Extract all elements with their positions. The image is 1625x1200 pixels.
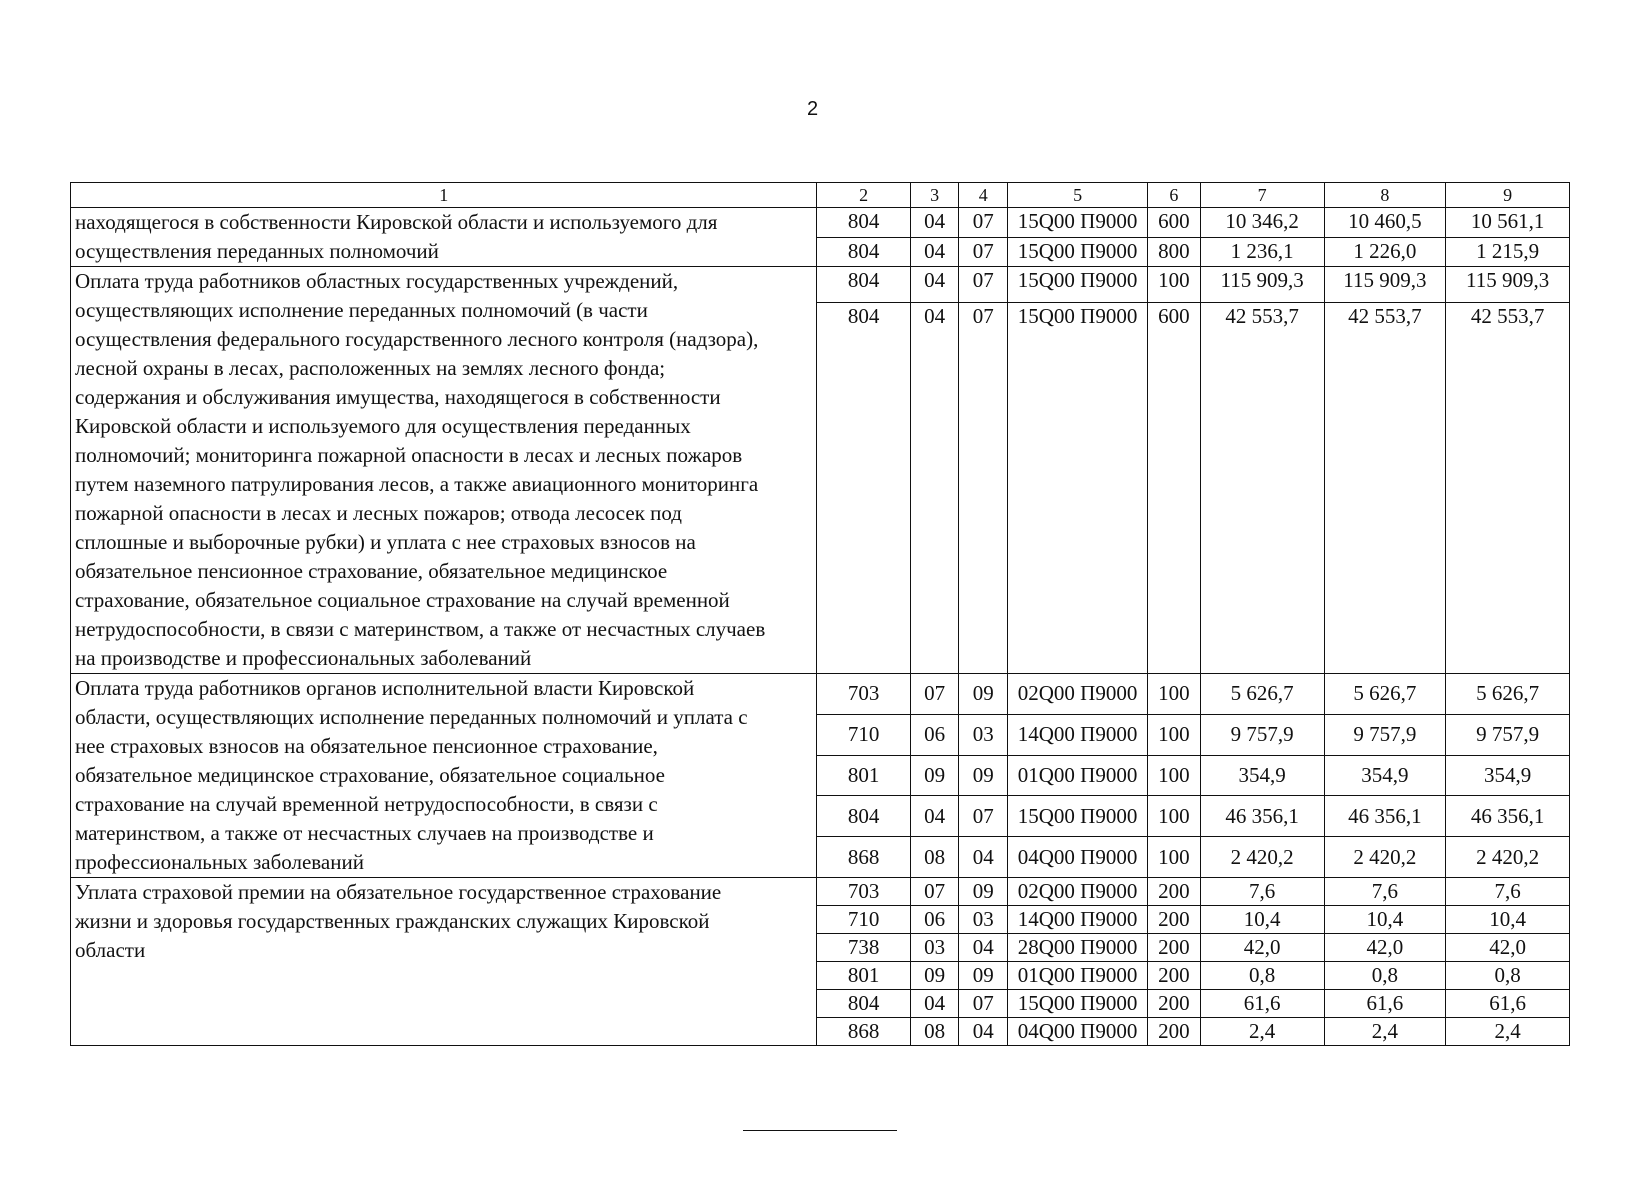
section-cell: 07 [910,878,959,906]
table-body [71,208,1570,1046]
amount-col7-cell: 5 626,7 [1200,674,1324,715]
expense-type-cell: 100 [1148,796,1201,837]
code-cell: 710 [817,714,910,755]
footer-rule [743,1130,897,1131]
amount-col8-cell: 10 460,5 [1324,208,1446,238]
description-line: обязательное медицинское страхование, обязательное социальное [75,763,665,787]
amount-col9-cell: 115 909,3 [1446,267,1570,303]
header-cell: 9 [1446,183,1570,208]
section-cell: 04 [910,796,959,837]
page-number: 2 [806,98,819,120]
amount-col7-cell: 1 236,1 [1200,237,1324,267]
table-row [71,208,1570,238]
subsection-cell: 09 [959,962,1008,990]
description-line: Оплата труда работников областных государственных учреждений, [75,269,679,293]
description-line: Оплата труда работников органов исполнительной власти Кировской [75,676,695,700]
description-cell [71,878,817,1046]
code-cell: 804 [817,267,910,303]
description-line: обязательное пенсионное страхование, обязательное медицинское [75,559,668,583]
amount-col8-cell: 2 420,2 [1324,837,1446,878]
amount-col7-cell: 115 909,3 [1200,267,1324,303]
section-cell: 04 [910,990,959,1018]
section-cell: 04 [910,267,959,303]
amount-col7-cell: 9 757,9 [1200,714,1324,755]
expense-type-cell: 200 [1148,1018,1201,1046]
expense-type-cell: 100 [1148,714,1201,755]
subsection-cell: 09 [959,878,1008,906]
description-line: Уплата страховой премии на обязательное государственное страхование [75,880,722,904]
description-line: профессиональных заболеваний [75,850,364,874]
table-row [71,267,1570,303]
section-cell: 06 [910,714,959,755]
code-cell: 868 [817,837,910,878]
amount-col9-cell: 46 356,1 [1446,796,1570,837]
target-article-cell: 04Q00 П9000 [1008,837,1148,878]
description-line: нее страховых взносов на обязательное пенсионное страхование, [75,734,658,758]
amount-col9-cell: 10 561,1 [1446,208,1570,238]
code-cell: 868 [817,1018,910,1046]
header-cell: 6 [1148,183,1201,208]
header-cell: 4 [959,183,1008,208]
target-article-cell: 14Q00 П9000 [1008,714,1148,755]
amount-col9-cell: 5 626,7 [1446,674,1570,715]
amount-col7-cell: 42,0 [1200,934,1324,962]
amount-col8-cell: 115 909,3 [1324,267,1446,303]
target-article-cell: 01Q00 П9000 [1008,962,1148,990]
description-line: области [75,938,146,962]
subsection-cell: 03 [959,906,1008,934]
header-row [71,183,1570,208]
amount-col8-cell: 46 356,1 [1324,796,1446,837]
amount-col9-cell: 42 553,7 [1446,303,1570,674]
section-cell: 08 [910,1018,959,1046]
amount-col8-cell: 42 553,7 [1324,303,1446,674]
description-line: пожарной опасности в лесах и лесных пожаров; отвода лесосек под [75,501,682,525]
expense-type-cell: 600 [1148,208,1201,238]
section-cell: 03 [910,934,959,962]
amount-col7-cell: 42 553,7 [1200,303,1324,674]
subsection-cell: 04 [959,934,1008,962]
amount-col8-cell: 354,9 [1324,755,1446,796]
amount-col9-cell: 7,6 [1446,878,1570,906]
amount-col7-cell: 10 346,2 [1200,208,1324,238]
subsection-cell: 03 [959,714,1008,755]
description-line: путем наземного патрулирования лесов, а также авиационного мониторинга [75,472,759,496]
description-line: материнством, а также от несчастных случаев на производстве и [75,821,654,845]
subsection-cell: 07 [959,303,1008,674]
subsection-cell: 04 [959,1018,1008,1046]
section-cell: 04 [910,303,959,674]
section-cell: 09 [910,962,959,990]
target-article-cell: 15Q00 П9000 [1008,267,1148,303]
description-line: осуществляющих исполнение переданных полномочий (в части [75,298,648,322]
header-cell: 7 [1200,183,1324,208]
expense-type-cell: 800 [1148,237,1201,267]
section-cell: 06 [910,906,959,934]
amount-col9-cell: 1 215,9 [1446,237,1570,267]
amount-col8-cell: 10,4 [1324,906,1446,934]
code-cell: 703 [817,674,910,715]
section-cell: 08 [910,837,959,878]
expense-type-cell: 200 [1148,878,1201,906]
subsection-cell: 07 [959,237,1008,267]
code-cell: 804 [817,303,910,674]
amount-col7-cell: 2,4 [1200,1018,1324,1046]
code-cell: 804 [817,990,910,1018]
description-line: жизни и здоровья государственных гражданских служащих Кировской [75,909,710,933]
description-line: нетрудоспособности, в связи с материнством, а также от несчастных случаев [75,617,766,641]
subsection-cell: 07 [959,796,1008,837]
code-cell: 804 [817,208,910,238]
subsection-cell: 07 [959,208,1008,238]
amount-col7-cell: 61,6 [1200,990,1324,1018]
target-article-cell: 15Q00 П9000 [1008,237,1148,267]
expense-type-cell: 100 [1148,755,1201,796]
section-cell: 04 [910,208,959,238]
amount-col9-cell: 0,8 [1446,962,1570,990]
section-cell: 04 [910,237,959,267]
expense-type-cell: 100 [1148,267,1201,303]
section-cell: 09 [910,755,959,796]
target-article-cell: 02Q00 П9000 [1008,674,1148,715]
amount-col9-cell: 2 420,2 [1446,837,1570,878]
description-line: сплошные и выборочные рубки) и уплата с нее страховых взносов на [75,530,696,554]
amount-col7-cell: 354,9 [1200,755,1324,796]
amount-col9-cell: 42,0 [1446,934,1570,962]
section-cell: 07 [910,674,959,715]
amount-col9-cell: 354,9 [1446,755,1570,796]
code-cell: 804 [817,237,910,267]
description-cell [71,267,817,674]
description-cell [71,674,817,878]
description-line: страхование, обязательное социальное страхование на случай временной [75,588,730,612]
target-article-cell: 28Q00 П9000 [1008,934,1148,962]
table-row [71,674,1570,715]
amount-col8-cell: 9 757,9 [1324,714,1446,755]
code-cell: 710 [817,906,910,934]
code-cell: 801 [817,962,910,990]
target-article-cell: 04Q00 П9000 [1008,1018,1148,1046]
amount-col9-cell: 61,6 [1446,990,1570,1018]
description-line: полномочий; мониторинга пожарной опасности в лесах и лесных пожаров [75,443,743,467]
target-article-cell: 15Q00 П9000 [1008,303,1148,674]
expense-type-cell: 200 [1148,990,1201,1018]
amount-col7-cell: 10,4 [1200,906,1324,934]
amount-col8-cell: 2,4 [1324,1018,1446,1046]
amount-col8-cell: 61,6 [1324,990,1446,1018]
subsection-cell: 07 [959,990,1008,1018]
amount-col9-cell: 10,4 [1446,906,1570,934]
description-line: находящегося в собственности Кировской области и используемого для [75,210,718,234]
expense-type-cell: 200 [1148,906,1201,934]
header-cell: 5 [1008,183,1148,208]
header-cell: 8 [1324,183,1446,208]
target-article-cell: 15Q00 П9000 [1008,990,1148,1018]
amount-col8-cell: 5 626,7 [1324,674,1446,715]
description-line: Кировской области и используемого для осуществления переданных [75,414,691,438]
subsection-cell: 09 [959,755,1008,796]
amount-col9-cell: 2,4 [1446,1018,1570,1046]
amount-col7-cell: 7,6 [1200,878,1324,906]
amount-col8-cell: 42,0 [1324,934,1446,962]
amount-col8-cell: 1 226,0 [1324,237,1446,267]
description-line: лесной охраны в лесах, расположенных на землях лесного фонда; [75,356,666,380]
expense-type-cell: 600 [1148,303,1201,674]
code-cell: 804 [817,796,910,837]
code-cell: 801 [817,755,910,796]
target-article-cell: 02Q00 П9000 [1008,878,1148,906]
expense-type-cell: 100 [1148,837,1201,878]
description-line: области, осуществляющих исполнение переданных полномочий и уплата с [75,705,748,729]
subsection-cell: 09 [959,674,1008,715]
amount-col7-cell: 0,8 [1200,962,1324,990]
amount-col7-cell: 46 356,1 [1200,796,1324,837]
expense-type-cell: 100 [1148,674,1201,715]
amount-col8-cell: 7,6 [1324,878,1446,906]
header-cell: 2 [817,183,910,208]
description-line: содержания и обслуживания имущества, находящегося в собственности [75,385,721,409]
subsection-cell: 07 [959,267,1008,303]
table-row [71,878,1570,906]
target-article-cell: 14Q00 П9000 [1008,906,1148,934]
amount-col7-cell: 2 420,2 [1200,837,1324,878]
target-article-cell: 15Q00 П9000 [1008,796,1148,837]
header-cell: 3 [910,183,959,208]
subsection-cell: 04 [959,837,1008,878]
description-line: страхование на случай временной нетрудоспособности, в связи с [75,792,658,816]
expense-type-cell: 200 [1148,962,1201,990]
amount-col8-cell: 0,8 [1324,962,1446,990]
description-line: осуществления федерального государственного лесного контроля (надзора), [75,327,759,351]
description-line: осуществления переданных полномочий [75,239,439,263]
target-article-cell: 01Q00 П9000 [1008,755,1148,796]
code-cell: 738 [817,934,910,962]
code-cell: 703 [817,878,910,906]
expense-type-cell: 200 [1148,934,1201,962]
description-line: на производстве и профессиональных заболеваний [75,646,532,670]
budget-table [70,182,1570,1046]
header-cell: 1 [71,183,817,208]
amount-col9-cell: 9 757,9 [1446,714,1570,755]
description-cell [71,208,817,267]
target-article-cell: 15Q00 П9000 [1008,208,1148,238]
